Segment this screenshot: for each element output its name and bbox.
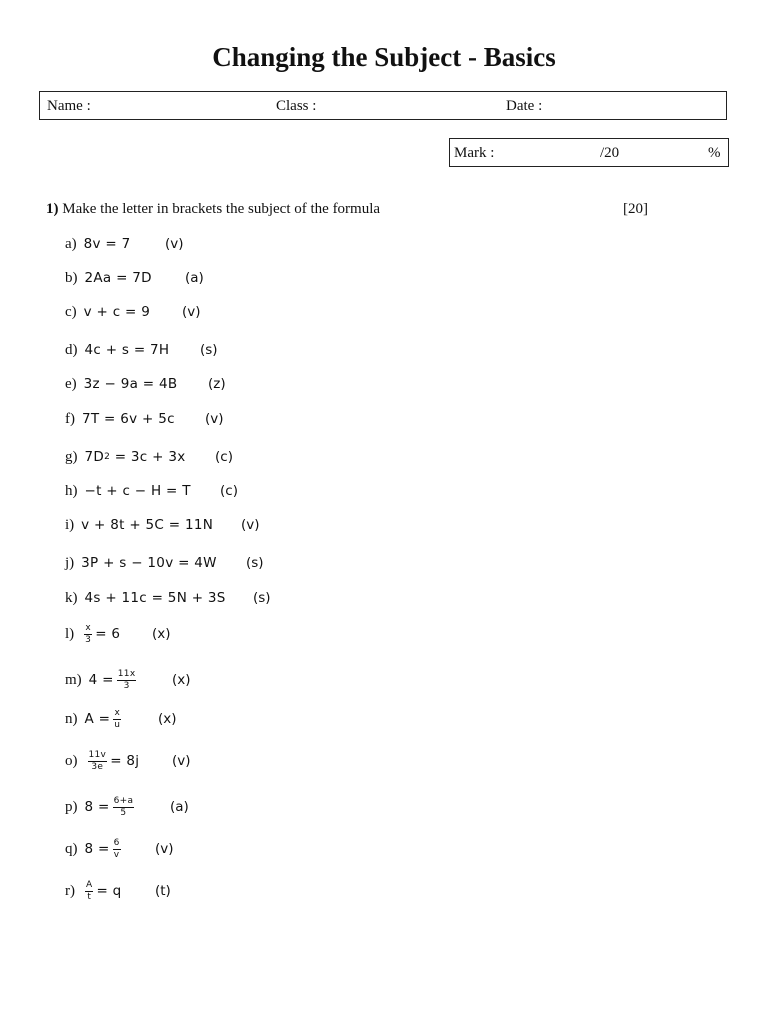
list-item <box>65 510 260 540</box>
question-marks: [20] <box>623 201 648 217</box>
worksheet-title: Changing the Subject - Basics <box>212 42 556 72</box>
fraction: $\frac{x}{3}$ <box>85 622 92 645</box>
item-equation: 4s + 11c = 5N + 3S <box>84 590 226 606</box>
list-item <box>65 404 224 434</box>
item-letter: i) <box>65 516 75 533</box>
item-letter: n) <box>65 710 78 727</box>
item-equation: 4c + s = 7H <box>84 342 170 358</box>
item-subject: (t) <box>155 883 171 899</box>
item-subject: (a) <box>185 270 204 286</box>
item-subject: (v) <box>205 411 224 427</box>
list-item <box>65 263 204 293</box>
item-equation: $\frac{A}{t}$ = q <box>86 879 122 902</box>
list-item <box>65 665 191 695</box>
item-equation: $\frac{11v}{3e}$ = 8j <box>88 749 140 772</box>
list-item <box>65 442 233 472</box>
list-item <box>65 746 191 776</box>
item-subject: (s) <box>200 342 218 358</box>
list-item <box>65 876 171 906</box>
item-equation: −t + c − H = T <box>84 483 191 499</box>
item-equation: 3z − 9a = 4B <box>83 376 178 392</box>
list-item <box>65 476 238 506</box>
item-letter: q) <box>65 840 78 857</box>
item-subject: (c) <box>220 483 238 499</box>
item-equation: v + c = 9 <box>83 304 151 320</box>
class-label: Class : <box>276 98 317 114</box>
item-subject: (v) <box>182 304 201 320</box>
item-letter: k) <box>65 589 78 606</box>
item-subject: (v) <box>155 841 174 857</box>
question-number: 1) <box>46 201 59 217</box>
list-item <box>65 834 174 864</box>
item-subject: (x) <box>172 672 191 688</box>
item-letter: m) <box>65 671 82 688</box>
name-label: Name : <box>47 98 91 114</box>
item-equation: 8 = $\frac{6}{v}$ <box>84 837 120 860</box>
list-item <box>65 548 264 578</box>
item-subject: (v) <box>165 236 184 252</box>
item-letter: r) <box>65 882 75 899</box>
list-item <box>65 369 226 399</box>
question-header <box>46 201 652 218</box>
item-subject: (v) <box>241 517 260 533</box>
item-subject: (v) <box>172 753 191 769</box>
item-letter: c) <box>65 303 77 320</box>
item-equation: $\frac{x}{3}$ = 6 <box>85 622 121 645</box>
item-subject: (c) <box>215 449 233 465</box>
mark-box <box>449 138 729 167</box>
list-item <box>65 619 171 649</box>
item-letter: e) <box>65 375 77 392</box>
item-letter: o) <box>65 752 78 769</box>
item-subject: (x) <box>152 626 171 642</box>
list-item <box>65 704 177 734</box>
list-item <box>65 229 184 259</box>
date-label: Date : <box>506 98 543 114</box>
item-subject: (s) <box>246 555 264 571</box>
mark-total: /20 <box>600 145 620 161</box>
item-equation: 4 = $\frac{11x}{3}$ <box>88 668 136 691</box>
item-subject: (s) <box>253 590 271 606</box>
item-equation: A = $\frac{x}{u}$ <box>84 707 121 730</box>
item-letter: d) <box>65 341 78 358</box>
item-letter: f) <box>65 410 75 427</box>
fraction: $\frac{A}{t}$ <box>86 879 93 902</box>
item-equation: v + 8t + 5C = 11N <box>81 517 214 533</box>
fraction: $\frac{6+a}{5}$ <box>113 795 134 818</box>
item-subject: (a) <box>170 799 189 815</box>
fraction: $\frac{6}{v}$ <box>113 837 120 860</box>
fraction: $\frac{11v}{3e}$ <box>88 749 107 772</box>
fraction: $\frac{11x}{3}$ <box>117 668 136 691</box>
item-equation: 7T = 6v + 5c <box>82 411 175 427</box>
item-equation: 3P + s − 10v = 4W <box>81 555 217 571</box>
item-equation: 8v = 7 <box>83 236 131 252</box>
list-item <box>65 297 201 327</box>
item-letter: p) <box>65 798 78 815</box>
item-letter: l) <box>65 625 75 642</box>
fraction: $\frac{x}{u}$ <box>114 707 121 730</box>
list-item <box>65 583 271 613</box>
student-info-box <box>39 91 727 120</box>
item-equation: 2Aa = 7D <box>84 270 152 286</box>
list-item <box>65 335 218 365</box>
item-equation: 8 = $\frac{6+a}{5}$ <box>84 795 134 818</box>
question-instruction: Make the letter in brackets the subject of the formula <box>62 201 381 217</box>
list-item <box>65 792 189 822</box>
item-equation: 7D 2 = 3c + 3x <box>84 449 186 465</box>
item-letter: h) <box>65 482 78 499</box>
item-letter: g) <box>65 448 78 465</box>
item-letter: b) <box>65 269 78 286</box>
item-subject: (z) <box>208 376 226 392</box>
mark-label: Mark : <box>454 145 495 161</box>
item-letter: a) <box>65 235 77 252</box>
item-letter: j) <box>65 554 75 571</box>
item-subject: (x) <box>158 711 177 727</box>
mark-percent: % <box>708 145 721 161</box>
